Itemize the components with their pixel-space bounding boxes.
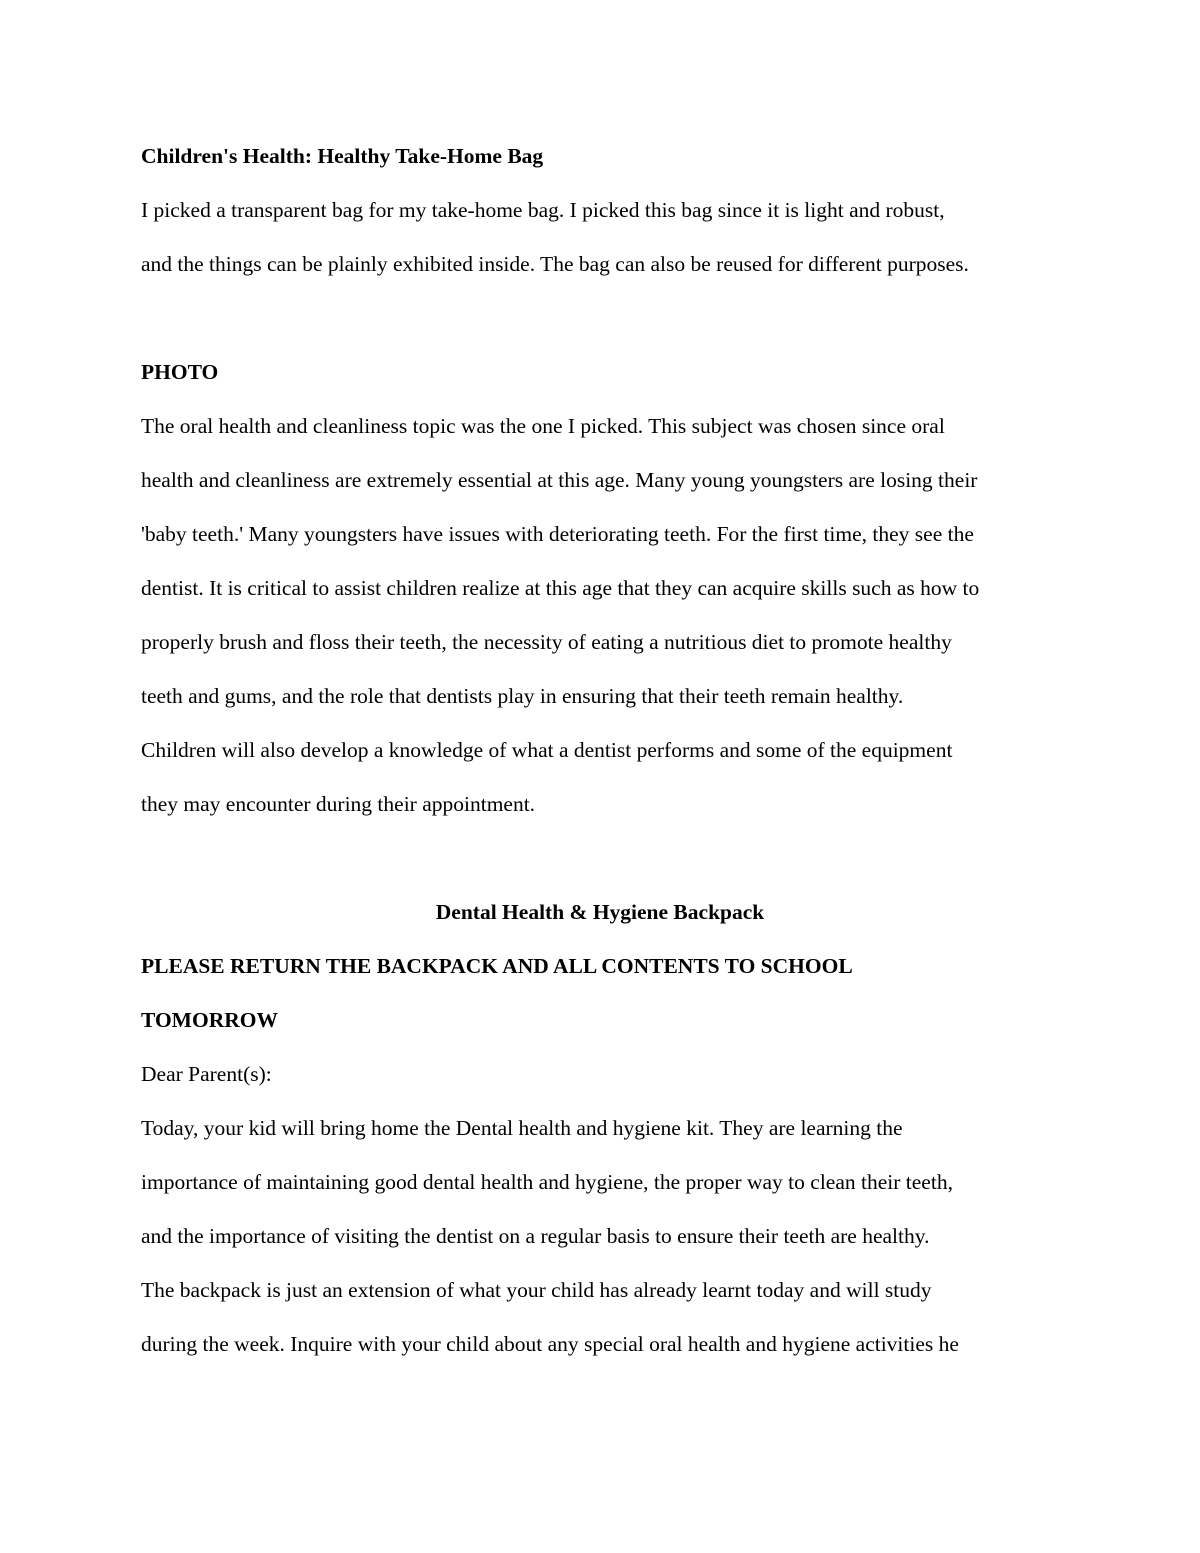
letter-line: during the week. Inquire with your child about any special oral health and hygiene activities he [141,1332,959,1356]
topic-line: teeth and gums, and the role that dentists play in ensuring that their teeth remain healthy. [141,684,904,708]
topic-line: The oral health and cleanliness topic was the one I picked. This subject was chosen since oral [141,414,945,438]
salutation: Dear Parent(s): [141,1062,272,1086]
document-title: Children's Health: Healthy Take-Home Bag [141,144,544,168]
backpack-heading: Dental Health & Hygiene Backpack [435,900,765,924]
intro-line: and the things can be plainly exhibited inside. The bag can also be reused for different purposes. [141,252,969,276]
topic-line: they may encounter during their appointment. [141,792,536,816]
topic-line: 'baby teeth.' Many youngsters have issues with deteriorating teeth. For the first time, they see the [141,522,974,546]
letter-line: The backpack is just an extension of what your child has already learnt today and will study [141,1278,932,1302]
topic-line: properly brush and floss their teeth, the necessity of eating a nutritious diet to promote healthy [141,630,952,654]
return-notice-line: TOMORROW [141,1008,278,1032]
topic-line: health and cleanliness are extremely essential at this age. Many young youngsters are losing their [141,468,978,492]
topic-line: dentist. It is critical to assist children realize at this age that they can acquire skills such as how to [141,576,980,600]
letter-line: Today, your kid will bring home the Dental health and hygiene kit. They are learning the [141,1116,903,1140]
letter-line: and the importance of visiting the dentist on a regular basis to ensure their teeth are healthy. [141,1224,930,1248]
intro-line: I picked a transparent bag for my take-home bag. I picked this bag since it is light and robust, [141,198,945,222]
return-notice-line: PLEASE RETURN THE BACKPACK AND ALL CONTENTS TO SCHOOL [141,954,853,978]
letter-line: importance of maintaining good dental health and hygiene, the proper way to clean their teeth, [141,1170,953,1194]
photo-label: PHOTO [141,360,219,384]
topic-line: Children will also develop a knowledge of what a dentist performs and some of the equipment [141,738,953,762]
